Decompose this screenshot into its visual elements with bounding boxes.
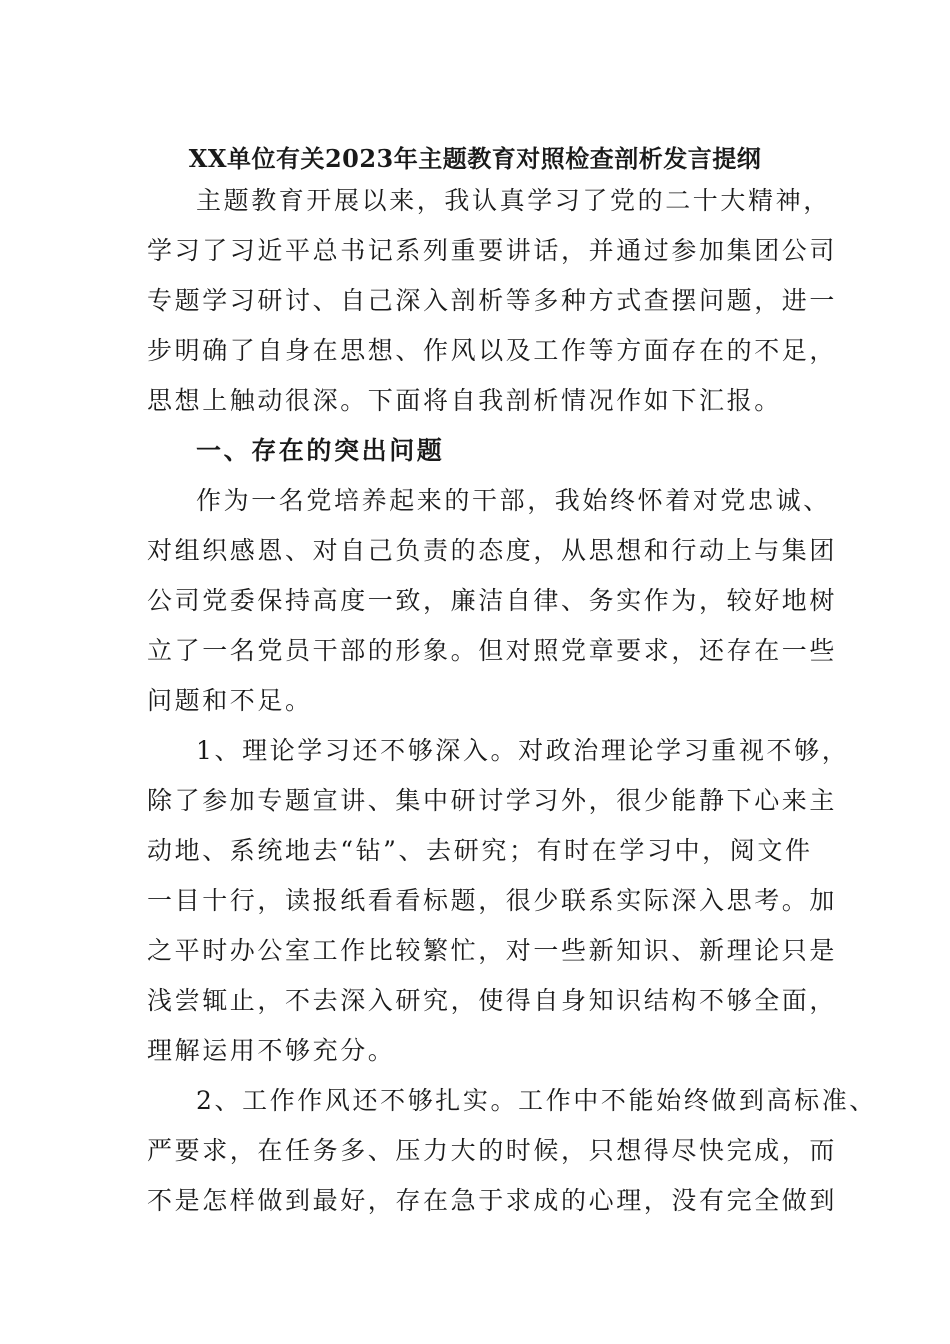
- paragraph-line: 对组织感恩、对自己负责的态度，从思想和行动上与集团: [147, 536, 838, 565]
- paragraph-line: 立了一名党员干部的形象。但对照党章要求，还存在一些: [147, 636, 838, 665]
- paragraph-line: 严要求，在任务多、压力大的时候，只想得尽快完成，而: [147, 1136, 838, 1165]
- paragraph-line: 动地、系统地去“钻”、去研究；有时在学习中，阅文件: [147, 836, 813, 865]
- paragraph-line: 学习了习近平总书记系列重要讲话，并通过参加集团公司: [147, 236, 838, 265]
- paragraph-line: 2、工作作风还不够扎实。工作中不能始终做到高标准、: [196, 1086, 877, 1115]
- paragraph-line: 不是怎样做到最好，存在急于求成的心理，没有完全做到: [147, 1186, 838, 1215]
- paragraph-line: 1、理论学习还不够深入。对政治理论学习重视不够，: [196, 736, 850, 765]
- paragraph-line: 步明确了自身在思想、作风以及工作等方面存在的不足，: [147, 336, 838, 365]
- paragraph-line: 专题学习研讨、自己深入剖析等多种方式查摆问题，进一: [147, 286, 838, 315]
- paragraph-line: 主题教育开展以来，我认真学习了党的二十大精神，: [196, 186, 831, 215]
- paragraph-line: 作为一名党培养起来的干部，我始终怀着对党忠诚、: [196, 486, 831, 515]
- section-heading: 一、存在的突出问题: [196, 436, 445, 465]
- paragraph-line: 理解运用不够充分。: [147, 1036, 396, 1065]
- paragraph-line: 之平时办公室工作比较繁忙，对一些新知识、新理论只是: [147, 936, 838, 965]
- paragraph-line: 问题和不足。: [147, 686, 313, 715]
- document-title: XX单位有关2023年主题教育对照检查剖析发言提纲: [188, 144, 762, 173]
- paragraph-line: 思想上触动很深。下面将自我剖析情况作如下汇报。: [147, 386, 782, 415]
- paragraph-line: 除了参加专题宣讲、集中研讨学习外，很少能静下心来主: [147, 786, 838, 815]
- paragraph-line: 一目十行，读报纸看看标题，很少联系实际深入思考。加: [147, 886, 838, 915]
- paragraph-line: 浅尝辄止，不去深入研究，使得自身知识结构不够全面，: [147, 986, 838, 1015]
- paragraph-line: 公司党委保持高度一致，廉洁自律、务实作为，较好地树: [147, 586, 838, 615]
